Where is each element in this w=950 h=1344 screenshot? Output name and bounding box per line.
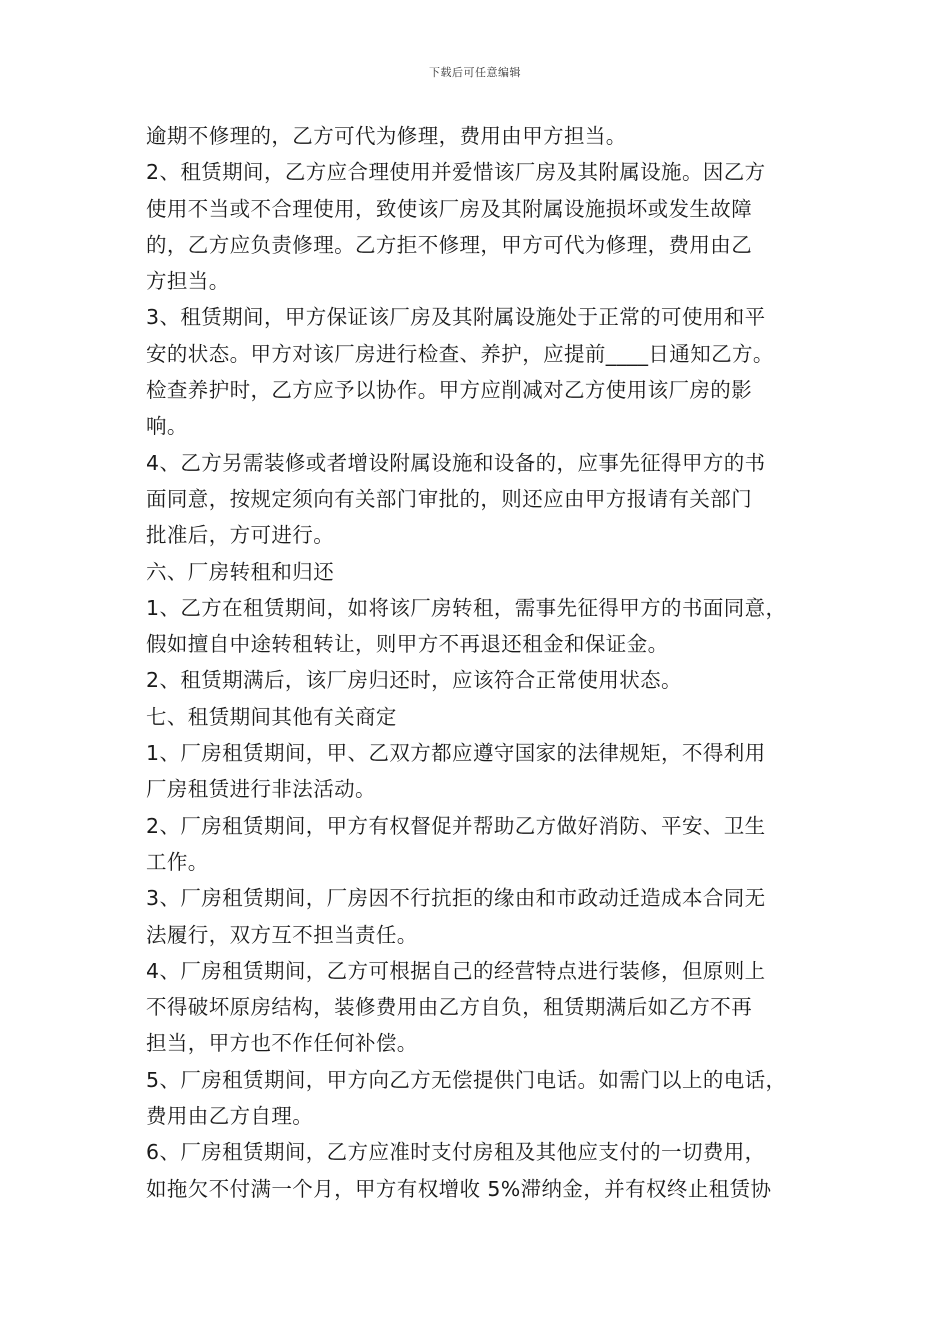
paragraph-line: 响。 (146, 414, 188, 439)
paragraph-line: 5、厂房租赁期间，甲方向乙方无偿提供门电话。如需门以上的电话， (146, 1067, 787, 1092)
paragraph-line: 4、厂房租赁期间，乙方可根据自己的经营特点进行装修，但原则上 (146, 958, 766, 983)
paragraph-line: 6、厂房租赁期间，乙方应准时支付房租及其他应支付的一切费用， (146, 1140, 766, 1165)
paragraph-line: 法履行，双方互不担当责任。 (146, 922, 418, 947)
paragraph-line: 不得破坏原房结构，装修费用由乙方自负，租赁期满后如乙方不再 (146, 995, 753, 1020)
paragraph-line: 逾期不修理的，乙方可代为修理，费用由甲方担当。 (146, 124, 627, 148)
paragraph-line: 1、乙方在租赁期间，如将该厂房转租，需事先征得甲方的书面同意， (146, 595, 787, 620)
paragraph-line: 3、厂房租赁期间，厂房因不行抗拒的缘由和市政动迁造成本合同无 (146, 886, 766, 911)
paragraph-line: 使用不当或不合理使用，致使该厂房及其附属设施损坏或发生故障 (146, 196, 753, 221)
page-header: 下载后可任意编辑 (429, 66, 521, 79)
paragraph-line: 检查养护时，乙方应予以协作。甲方应削减对乙方使用该厂房的影 (146, 378, 753, 403)
document-body (146, 118, 811, 1207)
paragraph-line: 方担当。 (146, 269, 230, 294)
paragraph-line: 批准后，方可进行。 (146, 523, 335, 548)
paragraph-line: 2、租赁期间，乙方应合理使用并爱惜该厂房及其附属设施。因乙方 (146, 160, 766, 185)
paragraph-line: 2、厂房租赁期间，甲方有权督促并帮助乙方做好消防、平安、卫生 (146, 813, 766, 838)
paragraph-line: 担当，甲方也不作任何补偿。 (146, 1031, 418, 1056)
paragraph-line: 4、乙方另需装修或者增设附属设施和设备的，应事先征得甲方的书 (146, 450, 766, 475)
section-heading: 七、租赁期间其他有关商定 (146, 704, 397, 729)
paragraph-line: 厂房租赁进行非法活动。 (146, 777, 376, 802)
paragraph-line: 的，乙方应负责修理。乙方拒不修理，甲方可代为修理，费用由乙 (146, 232, 753, 257)
paragraph-line: 1、厂房租赁期间，甲、乙双方都应遵守国家的法律规矩，不得利用 (146, 741, 766, 766)
section-heading: 六、厂房转租和归还 (146, 559, 335, 584)
paragraph-line: 面同意，按规定须向有关部门审批的，则还应由甲方报请有关部门 (146, 486, 753, 511)
paragraph-line: 假如擅自中途转租转让，则甲方不再退还租金和保证金。 (146, 632, 669, 657)
paragraph-line: 安的状态。甲方对该厂房进行检查、养护，应提前____日通知乙方。 (146, 341, 774, 366)
paragraph-line: 3、租赁期间，甲方保证该厂房及其附属设施处于正常的可使用和平 (146, 305, 766, 330)
paragraph-line: 工作。 (146, 849, 209, 874)
paragraph-line: 如拖欠不付满一个月，甲方有权增收 5%滞纳金，并有权终止租赁协 (146, 1176, 772, 1201)
paragraph-line: 费用由乙方自理。 (146, 1104, 314, 1129)
paragraph-line: 2、租赁期满后，该厂房归还时，应该符合正常使用状态。 (146, 668, 682, 693)
